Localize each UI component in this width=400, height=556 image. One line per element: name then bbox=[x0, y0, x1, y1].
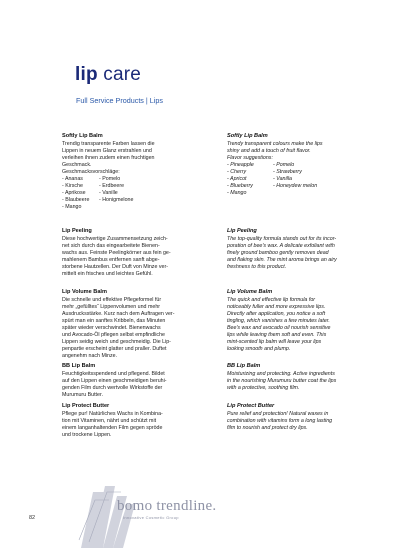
section-softly-en bbox=[227, 133, 369, 197]
section-bb-en bbox=[227, 363, 369, 392]
flavor-item: - Erdbeere bbox=[99, 182, 125, 189]
flavor-item: - Cherry bbox=[227, 168, 247, 175]
flavor-column-right bbox=[273, 162, 317, 197]
page-number: 82 bbox=[29, 515, 36, 521]
section-volume-en bbox=[227, 289, 369, 353]
section-body: Moisturizing and protecting. Active ingredients in the nourishing Murumuru butter coat the lips with a protective, soothing film. bbox=[227, 370, 337, 391]
section-body: Diese hochwertige Zusammensetzung zeich- net sich durch das eingearbeitete Bienen- wachs aus. Feinste Peelingkörner aus fein ge- mahlenem Bambus entfernen sanft abge- storbene Hautzellen. Der Duft von Minze ver- mittelt ein frisches und leichtes Gefühl. bbox=[62, 235, 171, 277]
flavor-item: - Honigmelone bbox=[99, 196, 134, 203]
flavor-item: - Vanille bbox=[99, 189, 118, 196]
section-title: Lip Protect Butter bbox=[227, 403, 275, 409]
section-title: Lip Peeling bbox=[227, 228, 257, 234]
section-peeling-de bbox=[62, 228, 202, 278]
flavor-list bbox=[62, 176, 202, 211]
page-title bbox=[75, 64, 141, 86]
flavor-list bbox=[227, 162, 369, 197]
section-peeling-en bbox=[227, 228, 369, 271]
flavor-column-right bbox=[99, 176, 133, 211]
section-title: Lip Volume Balm bbox=[62, 289, 107, 295]
logo-wordmark: bomo trendline. bbox=[117, 498, 217, 514]
section-body: Pflege pur! Natürliches Wachs in Kombina- tion mit Vitaminen, nährt und schützt mit einem langanhaltenden Film gegen spröde und trockene Lippen. bbox=[62, 410, 163, 438]
section-title: Softly Lip Balm bbox=[227, 133, 268, 139]
section-body: Trendig transparente Farben lassen die Lippen in neuem Glanz erstrahlen und verleihen ihnen zudem einen fruchtigen Geschmack. Geschmacksvorschläge: bbox=[62, 140, 155, 175]
page-subtitle: Full Service Products | Lips bbox=[76, 96, 163, 105]
flavor-item: - Aprikose bbox=[62, 189, 86, 196]
flavor-item: - Pineapple bbox=[227, 161, 254, 168]
brand-logo bbox=[75, 470, 215, 550]
section-softly-de bbox=[62, 133, 202, 211]
flavor-column-left bbox=[227, 162, 273, 197]
section-body: The quick and effective lip formula for noticeably fuller and more expressive lips. Directly after application, you notice a soft tingling, which vanishes a few minutes later. Bee's wax and avocado oil nourish sensitive lips while leaving them soft and even. This mint-scented lip balm will leave your lips looking smooth and plump. bbox=[227, 296, 331, 352]
section-title: Softly Lip Balm bbox=[62, 133, 103, 139]
flavor-item: - Honeydew melon bbox=[273, 182, 318, 189]
title-bold: lip bbox=[75, 64, 98, 85]
section-body: Feuchtigkeitsspendend und pflegend. Bildet auf den Lippen einen geschmeidigen beruhi- genden Film durch wertvolle Wirkstoffe der Murumuru Butter. bbox=[62, 370, 167, 398]
flavor-item: - Kirsche bbox=[62, 182, 83, 189]
section-protect-de bbox=[62, 403, 202, 439]
section-body: Pure relief and protection! Natural waxes in combination with vitamins form a long lasting film to nourish and protect dry lips. bbox=[227, 410, 333, 431]
section-body: Trendy transparent colours make the lips shiny and add a touch of fruit flavor. Flavor suggestions: bbox=[227, 140, 323, 161]
section-volume-de bbox=[62, 289, 202, 360]
section-bb-de bbox=[62, 363, 202, 399]
section-title: Lip Protect Butter bbox=[62, 403, 110, 409]
flavor-item: - Strawberry bbox=[273, 168, 302, 175]
flavor-item: - Ananas bbox=[62, 175, 83, 182]
flavor-column-left bbox=[62, 176, 99, 211]
flavor-item: - Mango bbox=[227, 189, 247, 196]
flavor-item: - Blaubeere bbox=[62, 196, 90, 203]
flavor-item: - Pomelo bbox=[273, 161, 295, 168]
section-title: BB Lip Balm bbox=[62, 363, 96, 369]
section-title: Lip Volume Balm bbox=[227, 289, 273, 295]
section-body: The top-quality formula stands out for its incor- poration of bee's wax. A delicate exfoliant with finely ground bamboo gently removes dead and flaking skin. The mint aroma brings an airy freshness to this product. bbox=[227, 235, 337, 270]
section-title: BB Lip Balm bbox=[227, 363, 261, 369]
flavor-item: - Apricot bbox=[227, 175, 247, 182]
logo-tagline: Innovative Cosmetic Group bbox=[123, 515, 179, 520]
flavor-item: - Mango bbox=[62, 203, 82, 210]
section-body: Die schnelle und effektive Pflegeformel für mehr „gefülltes“ Lippenvolumen und mehr Ausdrucksstärke. Kurz nach dem Auftragen ver- spürt man ein sanftes Kribbeln, das Minuten später wieder verschwindet. Bienenwachs und Avocado-Öl pflegen selbst empfindliche Lippen seidig weich und geschmeidig. Die Lip- penpartie erscheint glatter und praller. Duftet angenehm nach Minze. bbox=[62, 296, 175, 359]
flavor-item: - Pomelo bbox=[99, 175, 121, 182]
flavor-item: - Blueberry bbox=[227, 182, 253, 189]
section-title: Lip Peeling bbox=[62, 228, 92, 234]
section-protect-en bbox=[227, 403, 369, 432]
flavor-item: - Vanilla bbox=[273, 175, 292, 182]
title-rest: care bbox=[97, 64, 142, 85]
